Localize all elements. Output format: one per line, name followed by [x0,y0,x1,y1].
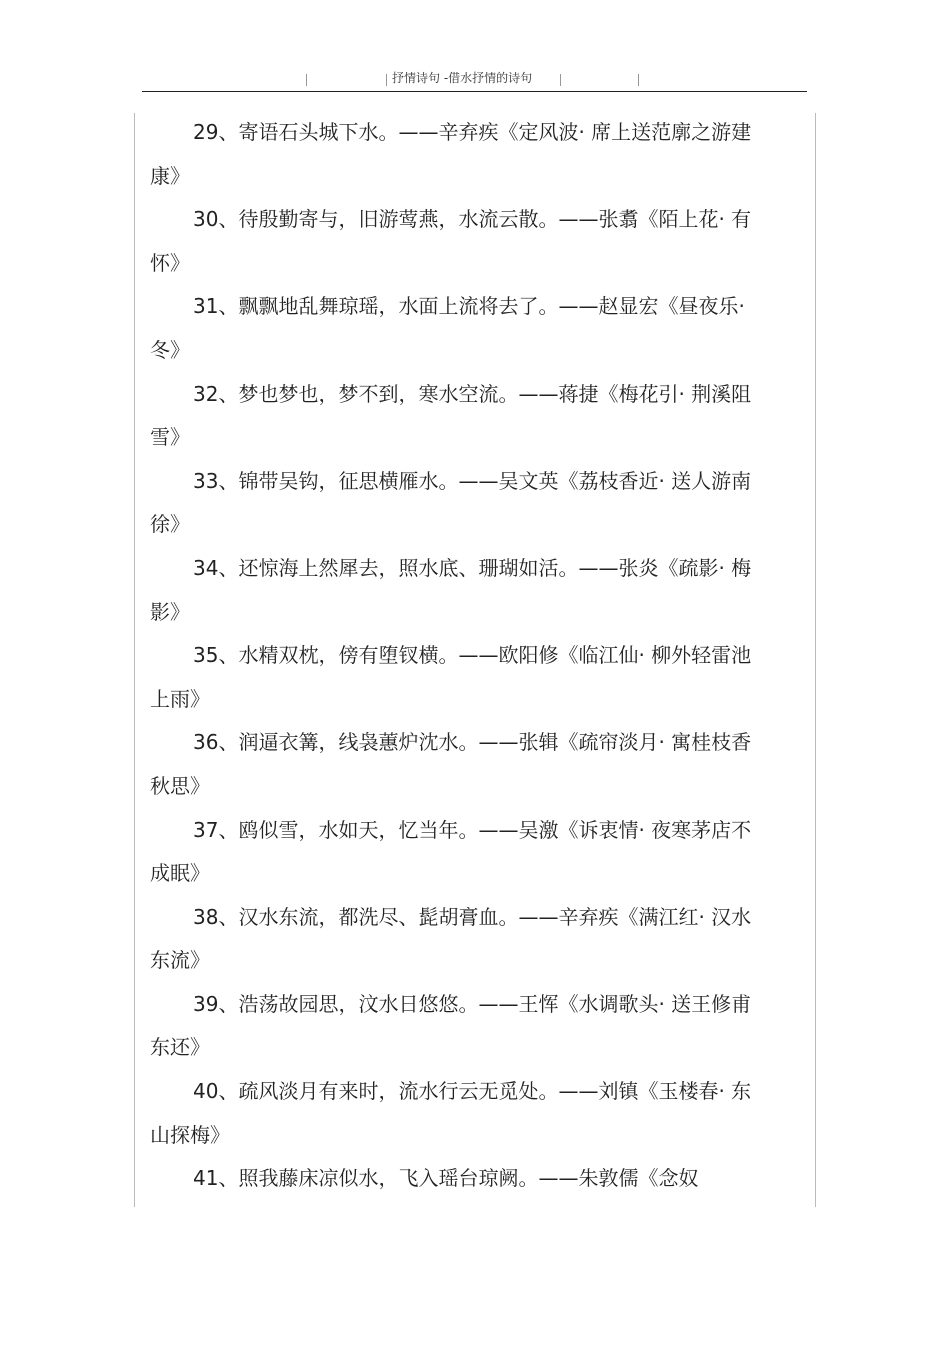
entry-text: 40、疏风淡月有来时，流水行云无觅处。——刘镇《玉楼 [193,1079,699,1104]
entry-text: 30、待殷勤寄与，旧游莺燕，水流云散。——张翥《陌上 [193,207,699,232]
page-header [0,70,950,90]
entry-text: 29、寄语石头城下水。——辛弃疾《定风波· 席上送范廓之游 [193,120,732,144]
poem-list [150,111,762,1201]
entry-text: 37、鸥似雪，水如天，忆当年。——吴激《诉衷情· 夜寒茅店 [193,817,732,842]
entry-text-continued: 水东流》 [150,904,752,973]
poem-entry-36 [150,721,762,808]
poem-entry-41 [150,1157,762,1201]
entry-text: 38、汉水东流，都洗尽、髭胡膏血。——辛弃疾《满江红· 汉 [193,904,732,929]
entry-text: 41、照我藤床凉似水，飞入瑶台琼阙。——朱敦儒《念奴 [193,1166,699,1191]
poem-entry-30 [150,198,762,285]
poem-entry-31 [150,285,762,372]
poem-entry-40 [150,1070,762,1157]
entry-text-continued: 甫东还》 [150,991,752,1060]
entry-text-continued: 春· 东山探梅》 [150,1079,752,1147]
entry-text-continued: 池上雨》 [150,643,752,711]
entry-text: 34、还惊海上然犀去，照水底、珊瑚如活。——张炎《疏 [193,555,699,580]
entry-text-continued: 花· 有怀》 [150,207,752,275]
poem-entry-38 [150,896,762,983]
poem-entry-29 [150,111,762,198]
entry-text-continued: 乐· 冬》 [150,294,745,362]
entry-text-continued: 建康》 [150,120,752,188]
poem-entry-33 [150,460,762,547]
header-tick-left-outer [306,74,307,86]
entry-text: 32、梦也梦也，梦不到，寒水空流。——蒋捷《梅花引· 荆溪 [193,381,732,406]
entry-text-continued: 南徐》 [150,468,752,537]
entry-text: 39、浩荡故园思，汶水日悠悠。——王恽《水调歌头· 送王修 [193,991,732,1016]
entry-text-continued: 香秋思》 [150,730,752,798]
page-frame-left [134,113,135,1207]
page-frame-right [815,113,816,1207]
entry-text: 31、飘飘地乱舞琼瑶，水面上流将去了。——赵显宏《昼夜 [193,294,719,319]
header-title: 抒情诗句 -借水抒情的诗句 [392,71,533,85]
poem-entry-37 [150,809,762,896]
poem-entry-34 [150,547,762,634]
header-divider [142,91,807,92]
poem-entry-32 [150,373,762,460]
entry-text-continued: 不成眠》 [150,817,752,886]
poem-entry-35 [150,634,762,721]
entry-text: 36、润逼衣篝，线袅蕙炉沈水。——张辑《疏帘淡月· 寓桂枝 [193,730,732,755]
header-tick-left [386,74,387,86]
header-tick-right [560,74,561,86]
header-tick-right-outer [638,74,639,86]
entry-text: 33、锦带吴钩，征思横雁水。——吴文英《荔枝香近· 送人游 [193,468,732,493]
entry-text-continued: 阻雪》 [150,381,752,450]
entry-text-continued: 影· 梅影》 [150,555,752,624]
entry-text: 35、水精双枕，傍有堕钗横。——欧阳修《临江仙· 柳外轻雷 [193,643,732,668]
poem-entry-39 [150,983,762,1070]
